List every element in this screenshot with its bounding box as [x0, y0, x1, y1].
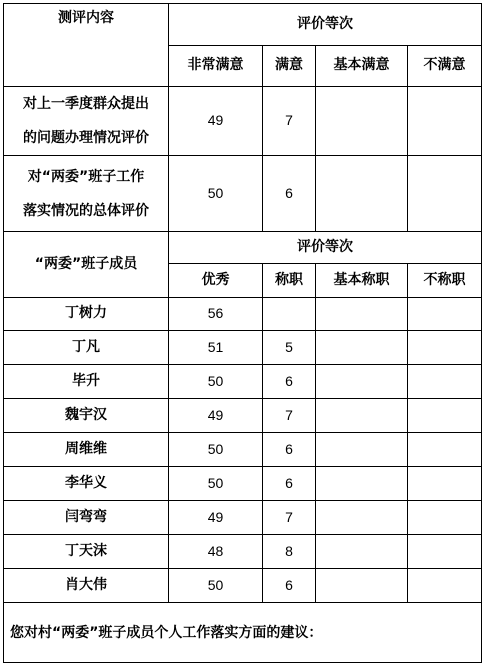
item-label [4, 156, 169, 232]
item-value: 49 [169, 87, 263, 156]
member-value [316, 535, 408, 569]
grade-incompetent: 不称职 [408, 264, 482, 298]
content-header: 测评内容 [4, 4, 169, 87]
member-value: 5 [263, 331, 316, 365]
member-value: 51 [169, 331, 263, 365]
header-row-1 [4, 4, 482, 46]
member-value [408, 365, 482, 399]
member-value: 50 [169, 467, 263, 501]
member-value: 49 [169, 501, 263, 535]
member-name: 丁天沫 [4, 535, 169, 569]
member-value: 6 [263, 569, 316, 603]
grade-satisfied: 满意 [263, 46, 316, 87]
member-value [316, 331, 408, 365]
member-value: 7 [263, 501, 316, 535]
member-value [408, 298, 482, 331]
member-value: 50 [169, 569, 263, 603]
member-row [4, 399, 482, 433]
item-label-line: 落实情况的总体评价 [23, 202, 149, 219]
member-value [408, 535, 482, 569]
member-value [408, 331, 482, 365]
member-name: 魏宇汉 [4, 399, 169, 433]
member-value [316, 298, 408, 331]
member-value: 48 [169, 535, 263, 569]
member-value [316, 501, 408, 535]
member-value [408, 399, 482, 433]
item-value [408, 156, 482, 232]
grade-basically-satisfied: 基本满意 [316, 46, 408, 87]
member-name: 丁树力 [4, 298, 169, 331]
member-name: 肖大伟 [4, 569, 169, 603]
item-row [4, 156, 482, 232]
grade-basically-competent: 基本称职 [316, 264, 408, 298]
member-value [316, 467, 408, 501]
member-name: 丁凡 [4, 331, 169, 365]
member-value: 8 [263, 535, 316, 569]
grade-competent: 称职 [263, 264, 316, 298]
item-label-line: 对上一季度群众提出 [23, 96, 149, 112]
member-value: 7 [263, 399, 316, 433]
item-value [316, 87, 408, 156]
item-value: 7 [263, 87, 316, 156]
member-value [408, 501, 482, 535]
item-label-line: 的问题办理情况评价 [23, 130, 149, 146]
suggestion-row [4, 603, 482, 663]
member-row [4, 433, 482, 467]
item-value: 50 [169, 156, 263, 232]
member-name: 毕升 [4, 365, 169, 399]
item-value: 6 [263, 156, 316, 232]
member-row [4, 331, 482, 365]
member-name: 闫弯弯 [4, 501, 169, 535]
member-value [408, 467, 482, 501]
member-value: 56 [169, 298, 263, 331]
member-value [408, 433, 482, 467]
grade-excellent: 优秀 [169, 264, 263, 298]
member-header-row-1 [4, 232, 482, 264]
suggestion-label: 您对村“两委”班子成员个人工作落实方面的建议： [4, 603, 482, 663]
member-row [4, 365, 482, 399]
member-value [316, 433, 408, 467]
member-row [4, 535, 482, 569]
member-value: 50 [169, 433, 263, 467]
item-label-line: 对“两委”班子工作 [27, 168, 145, 185]
member-value: 49 [169, 399, 263, 433]
member-row [4, 569, 482, 603]
item-value [316, 156, 408, 232]
item-label [4, 87, 169, 156]
members-header: “两委”班子成员 [4, 232, 169, 298]
item-row [4, 87, 482, 156]
member-row [4, 501, 482, 535]
grade-unsatisfied: 不满意 [408, 46, 482, 87]
grade-very-satisfied: 非常满意 [169, 46, 263, 87]
member-value: 6 [263, 433, 316, 467]
grade-header: 评价等次 [169, 4, 482, 46]
member-value: 50 [169, 365, 263, 399]
member-value: 6 [263, 467, 316, 501]
member-name: 李华义 [4, 467, 169, 501]
member-grade-header: 评价等次 [169, 232, 482, 264]
member-row [4, 467, 482, 501]
member-value: 6 [263, 365, 316, 399]
evaluation-table [3, 3, 482, 663]
member-value [316, 569, 408, 603]
member-name: 周维维 [4, 433, 169, 467]
member-value [316, 399, 408, 433]
item-value [408, 87, 482, 156]
member-row [4, 298, 482, 331]
member-value [408, 569, 482, 603]
member-value [263, 298, 316, 331]
member-value [316, 365, 408, 399]
